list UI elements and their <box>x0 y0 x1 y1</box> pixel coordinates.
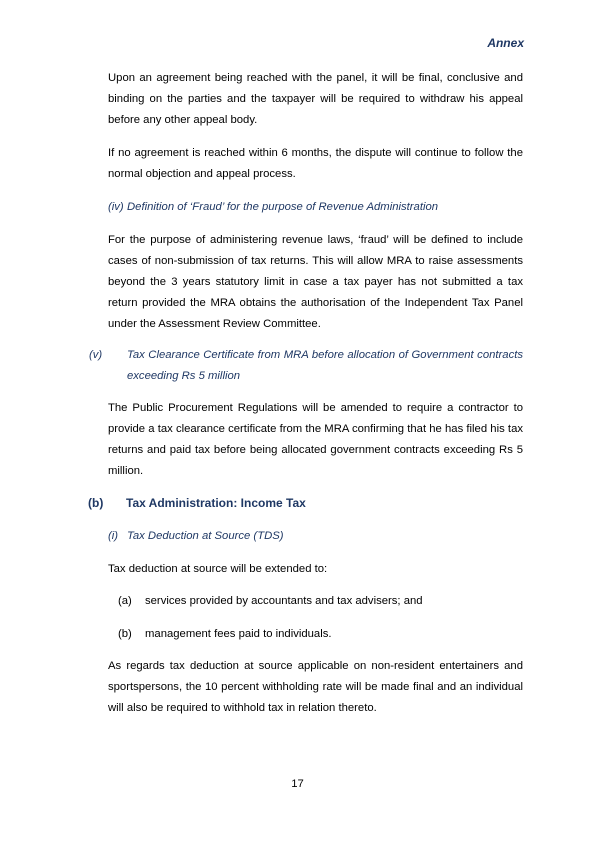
list-text: management fees paid to individuals. <box>145 628 332 640</box>
section-heading-b <box>88 496 306 510</box>
heading-tds <box>108 526 523 547</box>
paragraph-fraud: For the purpose of administering revenue laws, ‘fraud’ will be defined to include cases of non-submission of tax returns. This will allow MRA to raise assessments beyond the 3 years statutory limit in case a tax payer has not submitted a tax return provided the MRA obtains the authorisation of the Independent Tax Panel under the Assessment Review Committee. <box>108 234 523 330</box>
paragraph-tds-intro: Tax deduction at source will be extended to: <box>108 563 328 575</box>
section-letter: (b) <box>88 496 104 510</box>
paragraph-procurement: The Public Procurement Regulations will be amended to require a contractor to provide a tax clearance certificate from the MRA confirming that he has filed his tax returns and paid tax before being allocated government contracts exceeding Rs 5 million. <box>108 402 523 477</box>
heading-text: Tax Clearance Certificate from MRA before allocation of Government contracts exceeding Rs 5 million <box>127 349 523 382</box>
list-item <box>118 624 332 645</box>
heading-number: (iv) <box>108 201 124 213</box>
page-number: 17 <box>291 778 304 790</box>
list-marker: (a) <box>118 595 132 607</box>
running-header-annex: Annex <box>487 36 524 50</box>
heading-number: (v) <box>89 349 103 361</box>
list-marker: (b) <box>118 628 132 640</box>
heading-text: Tax Deduction at Source (TDS) <box>127 530 284 542</box>
section-title: Tax Administration: Income Tax <box>126 496 306 510</box>
list-text: services provided by accountants and tax advisers; and <box>145 595 423 607</box>
heading-fraud-definition <box>108 197 523 218</box>
paragraph-no-agreement: If no agreement is reached within 6 months, the dispute will continue to follow the normal objection and appeal process. <box>108 147 523 180</box>
heading-tax-clearance <box>89 345 523 387</box>
heading-text: Definition of ‘Fraud’ for the purpose of Revenue Administration <box>127 201 439 213</box>
heading-number: (i) <box>108 530 119 542</box>
list-item <box>118 591 423 612</box>
paragraph-agreement: Upon an agreement being reached with the panel, it will be final, conclusive and binding on the parties and the taxpayer will be required to withdraw his appeal before any other appeal body. <box>108 72 523 126</box>
paragraph-entertainers: As regards tax deduction at source applicable on non-resident entertainers and sportspersons, the 10 percent withholding rate will be made final and an individual will also be required to withhold tax in relation thereto. <box>108 660 523 714</box>
